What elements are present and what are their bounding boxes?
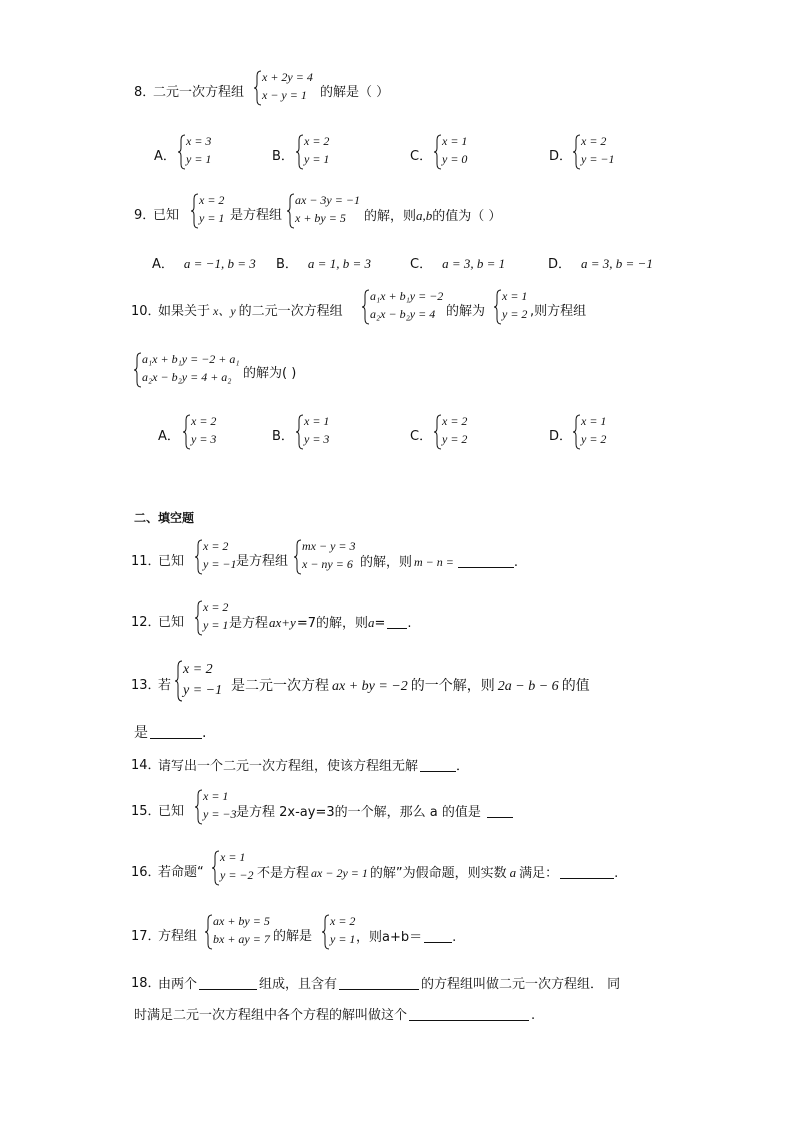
q16-solution-x: x = 1 [220, 850, 246, 864]
q10-option-b-line2: y = 3 [304, 432, 330, 446]
q13-text-a: 若 [158, 678, 172, 693]
q9-option-c-value: a = 3, b = 1 [442, 256, 506, 271]
q8-option-d-line2: y = −1 [581, 152, 615, 166]
q9-option-b-value: a = 1, b = 3 [307, 256, 371, 271]
q8-eq-2: x − y = 1 [262, 88, 307, 102]
q16-text-c: 的解”为假命题，则实数 [369, 866, 507, 881]
q10-option-c-line1: x = 2 [442, 414, 468, 428]
q16-solution [212, 850, 258, 886]
q16-var: a [509, 865, 517, 880]
q9-option-c[interactable] [410, 257, 505, 271]
q13-number: 13． [131, 678, 161, 693]
q11-end: . [513, 555, 519, 570]
brace-icon [434, 134, 442, 170]
q10-option-a[interactable] [183, 414, 243, 450]
q15-solution-y: y = −3 [203, 807, 237, 821]
q9-number: 9． [134, 208, 156, 223]
q10-option-c[interactable] [434, 414, 494, 450]
q13-text-b-part: 是二元一次方程 [231, 678, 329, 694]
q9-option-d[interactable] [548, 257, 653, 271]
brace-icon [212, 850, 220, 886]
q8-eq-1: x + 2y = 4 [262, 70, 313, 84]
q10-text-a: 如果关于 [158, 304, 211, 319]
q16-solution-y: y = −2 [220, 868, 254, 882]
q16-text-a: 若命题“ [158, 865, 204, 880]
q13-text-c: 的一个解，则 [410, 678, 495, 694]
q12-answer-blank[interactable] [387, 616, 407, 629]
q18-end: . [531, 1008, 536, 1023]
q14-text-part: 请写出一个二元一次方程组，使该方程组无解 [158, 759, 419, 774]
brace-icon [254, 70, 262, 106]
q10-option-d-line2: y = 2 [581, 432, 607, 446]
q9-text-d: 的值为（ ） [432, 209, 502, 224]
q10-number: 10． [131, 304, 161, 319]
q18-line2 [134, 1008, 535, 1022]
q16-text-d: 满足： [519, 866, 559, 881]
q11-text-c [360, 555, 518, 569]
q8-option-c-line2: y = 0 [442, 152, 468, 166]
q17-text-c-part: ，则a+b＝ [356, 930, 423, 945]
q15-solution-x: x = 1 [203, 789, 229, 803]
q10-eq2-1: a₁x + b₁y = −2 + a₁ [142, 352, 240, 366]
q8-option-b-line1: x = 2 [304, 134, 330, 148]
brace-icon [191, 193, 199, 229]
q15-number: 15． [131, 804, 161, 819]
q11-eq-1: mx − y = 3 [302, 539, 356, 553]
q15-text-b-part: 是方程 2x-ay=3的一个解，那么 a 的值是 [236, 805, 481, 820]
q17-eq-2: bx + ay = 7 [213, 932, 270, 946]
q18-text-d: 时满足二元一次方程组中各个方程的解叫做这个 [134, 1008, 408, 1023]
q11-answer-blank[interactable] [458, 555, 514, 568]
q10-solution-y: y = 2 [502, 307, 528, 321]
q13-solution-y: y = −1 [183, 683, 223, 698]
q12-text-b-part: 是方程 [229, 616, 269, 631]
q8-text-end: 的解是（ ） [320, 85, 390, 100]
q13-expr: ax + by = −2 [332, 679, 408, 694]
q9-text-c-part: 的解，则 [364, 209, 417, 224]
q10-text [158, 305, 343, 318]
q9-option-a-value: a = −1, b = 3 [183, 256, 256, 271]
brace-icon [573, 134, 581, 170]
brace-icon [294, 539, 302, 575]
q9-option-d-label: D． [548, 257, 572, 272]
q9-system [287, 193, 367, 229]
brace-icon [362, 289, 370, 325]
q10-text-c: 的解为 [446, 304, 486, 319]
q8-number: 8． [134, 85, 156, 100]
q10-option-d-label: D． [549, 429, 573, 444]
q10-option-a-line1: x = 2 [191, 414, 217, 428]
q8-option-a-line2: y = 1 [186, 152, 212, 166]
q9-option-a-label: A． [152, 257, 174, 272]
q18-text-c: 的方程组叫做二元一次方程组． 同 [421, 977, 621, 992]
q16-answer-blank[interactable] [560, 866, 614, 879]
q13-expr2: 2a − b − 6 [497, 679, 559, 694]
q10-eq-2: a₂x − b₂y = 4 [370, 307, 436, 321]
q12-text-a: 已知 [158, 615, 185, 630]
brace-icon [175, 660, 183, 702]
q18-answer-blank-1[interactable] [199, 977, 257, 990]
q17-solution-x: x = 2 [330, 914, 356, 928]
q17-text-c [356, 930, 456, 944]
brace-icon [178, 134, 186, 170]
q10-eq-1: a₁x + b₁y = −2 [370, 289, 444, 303]
q17-text-a: 方程组 [158, 929, 198, 944]
q8-option-d-line1: x = 2 [581, 134, 607, 148]
q17-eq-1: ax + by = 5 [213, 914, 270, 928]
q16-expr: ax − 2y = 1 [311, 866, 368, 880]
brace-icon [195, 789, 203, 825]
q10-option-b-label: B． [272, 429, 294, 444]
brace-icon [205, 914, 213, 950]
q9-text-c [364, 209, 501, 223]
q11-number: 11． [131, 554, 161, 569]
q13-end: . [202, 725, 207, 741]
brace-icon [195, 600, 203, 636]
q18-number: 18． [131, 976, 161, 991]
q10-system [362, 289, 452, 325]
brace-icon [573, 414, 581, 450]
q10-option-c-label: C． [410, 429, 433, 444]
q12-end: . [407, 616, 412, 631]
q15-answer-blank[interactable] [487, 805, 513, 818]
q11-expr: m − n = [414, 555, 454, 569]
q10-option-c-line2: y = 2 [442, 432, 468, 446]
q13-answer-blank[interactable] [150, 726, 202, 739]
q18-answer-blank-3[interactable] [409, 1008, 529, 1021]
q12-text-b [229, 616, 412, 630]
q16-number: 16． [131, 865, 161, 880]
q17-answer-blank[interactable] [424, 930, 452, 943]
q17-text-b: 的解是 [273, 929, 313, 944]
q16-text-b-part: 不是方程 [257, 866, 310, 881]
q11-solution [195, 539, 239, 575]
q11-solution-y: y = −1 [203, 557, 237, 571]
q9-solution-x: x = 2 [199, 193, 225, 207]
q8-option-b-line2: y = 1 [304, 152, 330, 166]
q17-system [205, 914, 275, 950]
q10-text-d: ,则方程组 [530, 304, 587, 319]
q9-text: 已知 [153, 208, 180, 223]
q12-text-d: = [374, 616, 386, 631]
q10-option-d-line1: x = 1 [581, 414, 607, 428]
q8-option-a-label: A． [154, 149, 176, 164]
q10-option-b[interactable] [296, 414, 356, 450]
q8-option-c[interactable] [434, 134, 494, 170]
brace-icon [134, 352, 142, 388]
q13-solution [175, 660, 231, 702]
q15-solution [195, 789, 239, 825]
q12-solution-x: x = 2 [203, 600, 229, 614]
q12-var: a [368, 615, 375, 630]
q10-option-a-line2: y = 3 [191, 432, 217, 446]
q13-line2 [134, 726, 206, 740]
brace-icon [434, 414, 442, 450]
q12-solution-y: y = 1 [203, 618, 229, 632]
q11-text-b: 是方程组 [236, 554, 289, 569]
q9-text-b: 是方程组 [230, 208, 283, 223]
q10-text-e: 的解为( ) [243, 366, 297, 381]
q10-option-b-line1: x = 1 [304, 414, 330, 428]
brace-icon [296, 134, 304, 170]
q10-system-2 [134, 352, 244, 388]
q12-text-c: =7的解，则 [296, 616, 368, 631]
q8-option-c-line1: x = 1 [442, 134, 468, 148]
q16-text-b [257, 866, 618, 880]
q10-option-d[interactable] [573, 414, 633, 450]
q11-text-a: 已知 [158, 554, 185, 569]
q14-number: 14． [131, 758, 161, 773]
brace-icon [296, 414, 304, 450]
q10-solution-x: x = 1 [502, 289, 528, 303]
q10-option-a-label: A． [158, 429, 180, 444]
q12-number: 12． [131, 615, 161, 630]
q10-solution [494, 289, 534, 325]
q13-text-d: 的值 [561, 678, 590, 694]
q11-text-c-part: 的解，则 [360, 555, 413, 570]
q18-text-b: 组成，且含有 [259, 977, 338, 992]
q18-text-a: 由两个 [158, 977, 198, 992]
q8-option-d-label: D． [549, 149, 573, 164]
q9-option-d-value: a = 3, b = −1 [581, 256, 653, 271]
q13-solution-x: x = 2 [183, 662, 213, 677]
q13-text-b [231, 679, 590, 694]
q9-solution [191, 193, 231, 229]
q9-option-c-label: C． [410, 257, 433, 272]
q10-vars: x、y [213, 304, 236, 318]
q10-text-b: 的二元一次方程组 [238, 304, 343, 319]
q9-eq-1: ax − 3y = −1 [295, 193, 360, 207]
q14-end: ． [456, 759, 470, 774]
q11-eq-2: x − ny = 6 [302, 557, 353, 571]
q8-option-b[interactable] [296, 134, 356, 170]
q17-solution-y: y = 1 [330, 932, 356, 946]
q17-end: . [452, 930, 457, 945]
q17-number: 17． [131, 929, 161, 944]
q13-text-e: 是 [134, 725, 148, 741]
q18-line1 [158, 977, 620, 991]
q9-vars: a,b [416, 208, 433, 223]
brace-icon [322, 914, 330, 950]
q14-answer-blank[interactable] [420, 759, 456, 772]
q18-answer-blank-2[interactable] [339, 977, 419, 990]
q8-option-c-label: C． [410, 149, 433, 164]
q8-option-a[interactable] [178, 134, 238, 170]
q8-option-d[interactable] [573, 134, 633, 170]
q8-option-b-label: B． [272, 149, 294, 164]
q9-option-b[interactable] [276, 257, 371, 271]
q9-option-b-label: B． [276, 257, 298, 272]
q15-text-b [236, 805, 513, 819]
q9-option-a[interactable] [152, 257, 256, 271]
q9-eq-2: x + by = 5 [295, 211, 346, 225]
q8-text: 二元一次方程组 [153, 85, 245, 100]
brace-icon [494, 289, 502, 325]
q12-expr: ax+y [269, 615, 296, 630]
q14-text [158, 759, 469, 773]
q8-option-a-line1: x = 3 [186, 134, 212, 148]
q16-end: . [614, 866, 619, 881]
section-title: 二、填空题 [134, 511, 195, 525]
brace-icon [195, 539, 203, 575]
q8-system [254, 70, 324, 106]
q11-solution-x: x = 2 [203, 539, 229, 553]
q15-text-a: 已知 [158, 804, 185, 819]
brace-icon [183, 414, 191, 450]
q11-system [294, 539, 364, 575]
q9-solution-y: y = 1 [199, 211, 225, 225]
q10-eq2-2: a₂x − b₂y = 4 + a₂ [142, 370, 232, 384]
brace-icon [287, 193, 295, 229]
